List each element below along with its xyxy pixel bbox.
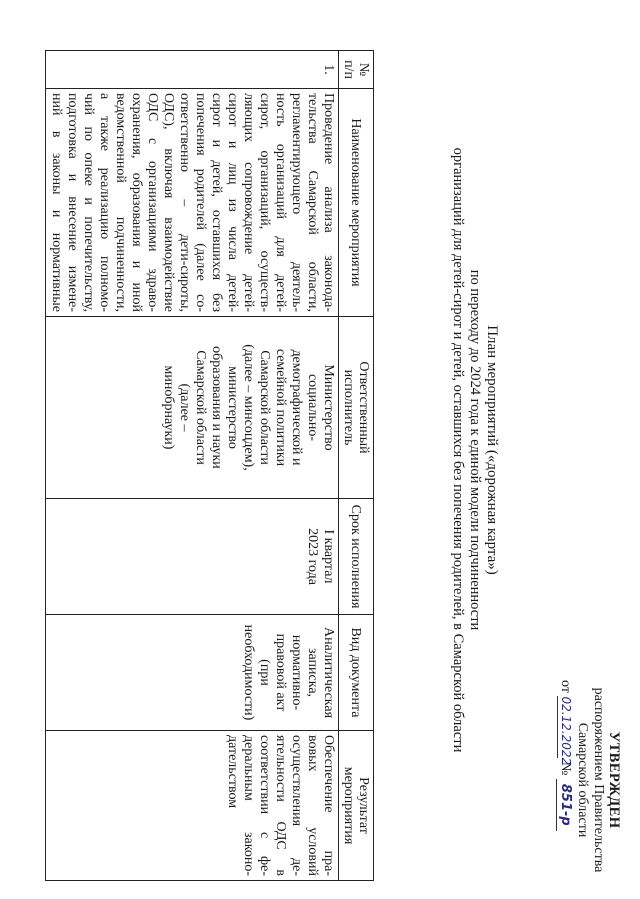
header-term: Срок исполнения <box>339 499 374 615</box>
approval-number-handwritten: 851-р <box>556 779 573 831</box>
approval-stamp <box>556 680 622 880</box>
cell-term: I квартал 2023 года <box>46 499 339 615</box>
header-result: Результат мероприятия <box>339 731 374 881</box>
cell-name: Проведение анализа законода- тельства Самарской области, регламентирующего деятель- ность организаций для детей- сирот, организаций, осуществ- ляющих сопровождение детей- сирот и лиц из числа детей- сирот и детей, оставшихся без попечения родителей (далее со- ответственно – дети-сироты, ОДС), включая взаимодействие ОДС с организациями здраво- охранения, образования и иной ведомственной подчиненности, а также реализацию полномо- чий по опеке и попечительству, подготовка и внесение измене- ний в законы и нормативные <box>46 89 339 317</box>
table-row <box>46 51 339 881</box>
table-header-row <box>339 51 374 881</box>
header-num: № п/п <box>339 51 374 89</box>
header-doc: Вид документа <box>339 615 374 731</box>
title-line-1: План мероприятий («дорожная карта») <box>484 325 500 575</box>
title-line-3: организаций для детей-сирот и детей, оставшихся без попечения родителей, в Самарской области <box>450 147 466 753</box>
cell-document-type: Аналитическая записка, нормативно- правовой акт (при необходимости) <box>46 615 339 731</box>
cell-result: Обеспечение пра- вовых условий осуществления де- ятельности ОДС в соответствии с фе- деральным законо- дательством <box>46 731 339 881</box>
document-title <box>449 40 500 860</box>
approval-number-sign: № <box>558 761 573 776</box>
cell-num: 1. <box>46 51 339 89</box>
approval-date-prefix: от <box>558 680 573 693</box>
header-executor: Ответственный исполнитель <box>339 317 374 499</box>
plan-table <box>45 50 374 881</box>
header-name: Наименование мероприятия <box>339 89 374 317</box>
approval-date-line <box>556 680 574 880</box>
approval-line-2: Самарской области <box>575 722 590 838</box>
approval-date-handwritten: 02.12.2022 <box>559 696 573 766</box>
cell-executor: Министерство социально- демографической и семейной политики Самарской области (далее – минсоцдем), министерство образования и науки Самарской области (далее – минобрнауки) <box>46 317 339 499</box>
approval-title: УТВЕРЖДЕН <box>606 731 622 829</box>
title-line-2: по переходу до 2024 года к единой модели подчиненности <box>467 269 483 631</box>
approval-line-1: распоряжением Правительства <box>591 687 606 873</box>
